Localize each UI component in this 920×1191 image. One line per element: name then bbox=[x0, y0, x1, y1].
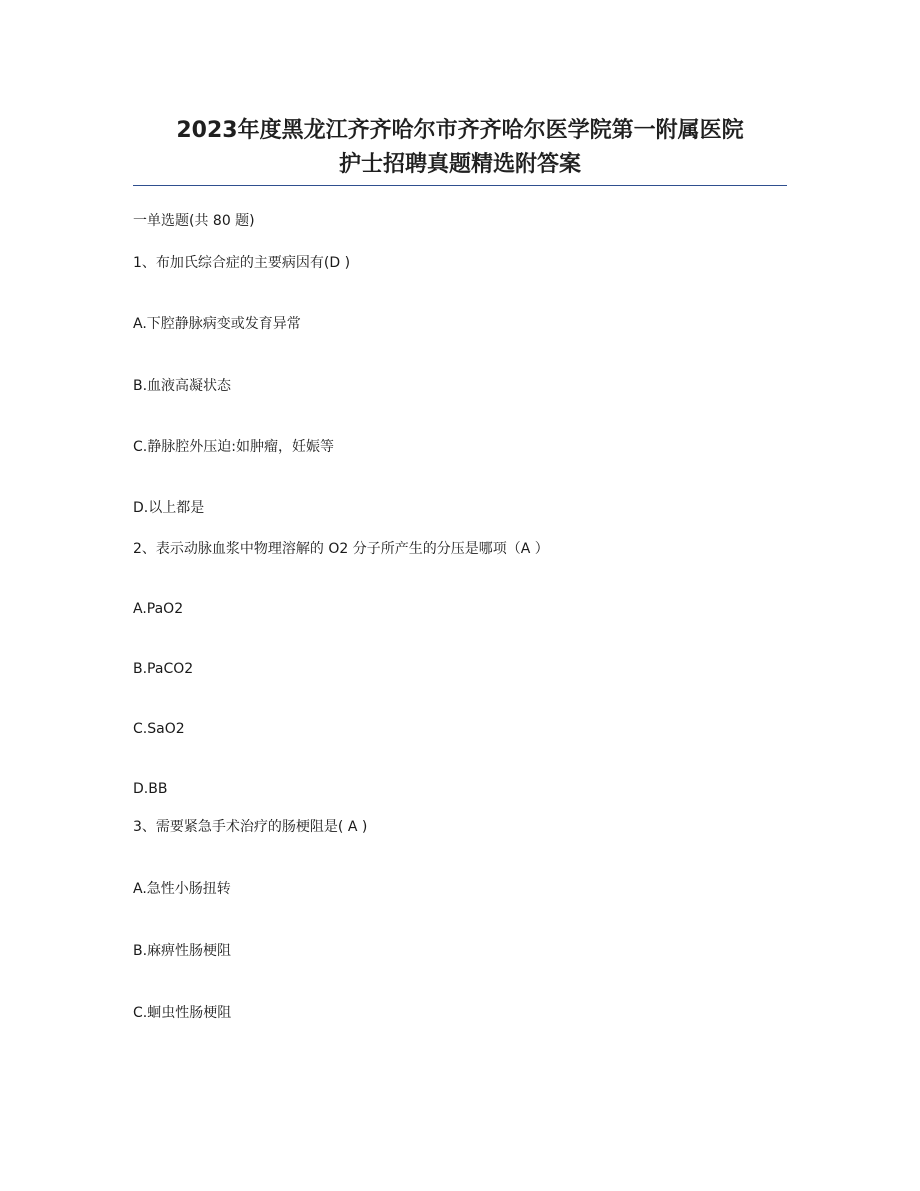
document-title bbox=[120, 114, 800, 182]
question-1-option-a: A.下腔静脉病变或发育异常 bbox=[133, 316, 301, 332]
section-heading: 一单选题(共 80 题) bbox=[133, 213, 255, 229]
question-2-option-a: A.PaO2 bbox=[133, 601, 184, 617]
question-3-option-a: A.急性小肠扭转 bbox=[133, 881, 231, 897]
title-line-1: 2023年度黑龙江齐齐哈尔市齐齐哈尔医学院第一附属医院 bbox=[176, 118, 744, 143]
question-3-option-b: B.麻痹性肠梗阻 bbox=[133, 943, 232, 959]
question-1-stem: 1、布加氏综合症的主要病因有(D ) bbox=[133, 255, 351, 271]
question-2-option-c: C.SaO2 bbox=[133, 721, 185, 737]
title-line-2: 护士招聘真题精选附答案 bbox=[338, 152, 581, 177]
title-divider bbox=[133, 185, 787, 186]
question-2-stem: 2、表示动脉血浆中物理溶解的 O2 分子所产生的分压是哪项（A ） bbox=[133, 541, 549, 557]
question-1-option-c: C.静脉腔外压迫:如肿瘤，妊娠等 bbox=[133, 439, 334, 455]
question-3-option-c: C.蛔虫性肠梗阻 bbox=[133, 1005, 232, 1021]
question-1-option-b: B.血液高凝状态 bbox=[133, 378, 232, 394]
question-2-option-b: B.PaCO2 bbox=[133, 661, 194, 677]
question-3-stem: 3、需要紧急手术治疗的肠梗阻是( A ) bbox=[133, 819, 368, 835]
question-2-option-d: D.BB bbox=[133, 781, 168, 797]
question-1-option-d: D.以上都是 bbox=[133, 500, 205, 516]
